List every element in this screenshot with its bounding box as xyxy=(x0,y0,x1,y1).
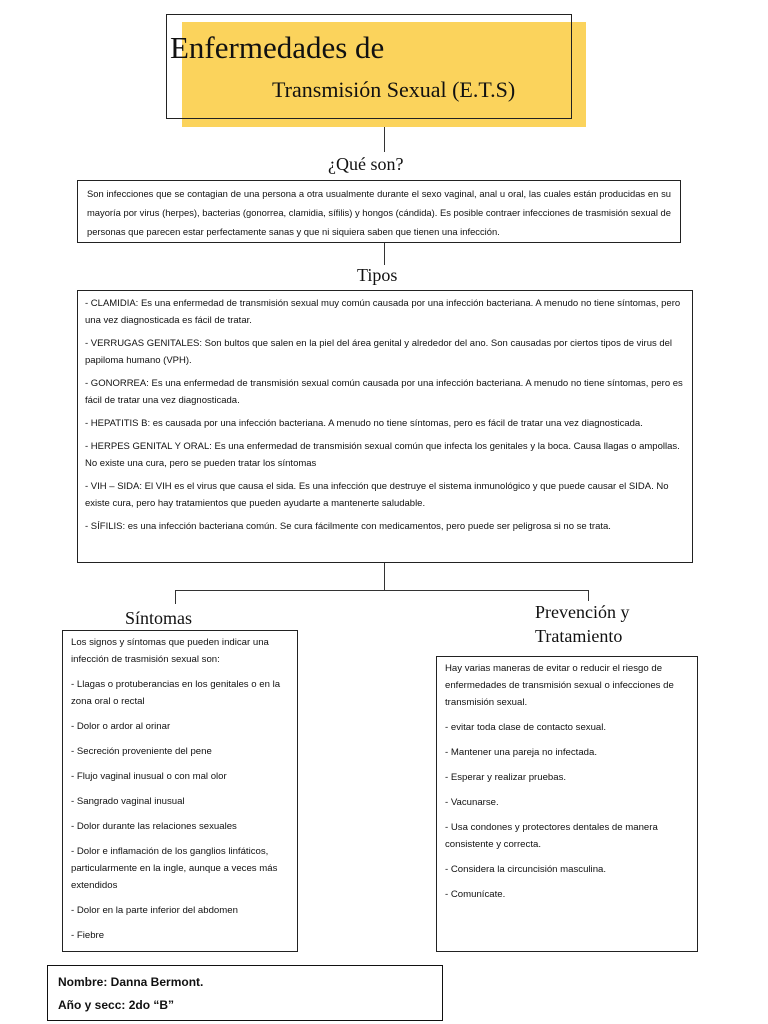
tipos-box xyxy=(77,290,693,563)
que-son-box xyxy=(77,180,681,243)
connector-line xyxy=(384,563,385,590)
author-name: Nombre: Danna Bermont. xyxy=(58,975,204,989)
prevencion-item: - Mantener una pareja no infectada. xyxy=(445,747,598,758)
tipo-item: - GONORREA: Es una enfermedad de transmisión sexual común causada por una infección bacteriana. A menudo no tiene síntomas, pero es fácil de tratar una vez diagnosticada. xyxy=(85,378,683,406)
que-son-heading: ¿Qué son? xyxy=(328,154,404,174)
prevencion-item: - Considera la circuncisión masculina. xyxy=(445,864,607,875)
tipo-item: - VERRUGAS GENITALES: Son bultos que salen en la piel del área genital y alrededor del ano. Son causadas por ciertos tipos de virus del papiloma humano (VPH). xyxy=(85,338,673,366)
prevencion-heading-line-1: Prevención y xyxy=(535,602,630,622)
tipos-heading: Tipos xyxy=(357,265,398,285)
prevencion-box xyxy=(436,656,698,952)
prevencion-heading-line-2: Tratamiento xyxy=(535,626,623,646)
tipo-item: - SÍFILIS: es una infección bacteriana común. Se cura fácilmente con medicamentos, pero puede ser peligrosa si no se trata. xyxy=(85,521,611,532)
prevencion-item: - Vacunarse. xyxy=(445,797,499,808)
sintoma-item: - Sangrado vaginal inusual xyxy=(71,796,185,807)
connector-line xyxy=(175,590,176,604)
sintoma-item: - Fiebre xyxy=(71,930,105,941)
prevencion-item: - Esperar y realizar pruebas. xyxy=(445,772,567,783)
branch-line xyxy=(175,590,589,591)
author-grade-section: Año y secc: 2do “B” xyxy=(58,998,175,1012)
connector-line xyxy=(384,243,385,265)
prevencion-item: Hay varias maneras de evitar o reducir el riesgo de enfermedades de transmisión sexual o infecciones de transmisión sexual. xyxy=(445,663,674,708)
tipo-item: - CLAMIDIA: Es una enfermedad de transmisión sexual muy común causada por una infección bacteriana. A menudo no tiene síntomas, pero una vez diagnosticada es fácil de tratar. xyxy=(85,298,681,326)
sintoma-item: - Secreción proveniente del pene xyxy=(71,746,212,757)
sintoma-item: - Llagas o protuberancias en los genitales o en la zona oral o rectal xyxy=(71,679,281,707)
sintomas-heading: Síntomas xyxy=(125,608,193,628)
tipo-item: - HERPES GENITAL Y ORAL: Es una enfermedad de transmisión sexual común que infecta los genitales y la boca. Causa llagas o ampollas. No existe una cura, pero se pueden tratar los síntomas xyxy=(85,441,680,469)
sintoma-item: - Dolor e inflamación de los ganglios linfáticos, particularmente en la ingle, aunque a veces más extendidos xyxy=(71,846,278,891)
connector-line xyxy=(588,590,589,601)
sintoma-item: Los signos y síntomas que pueden indicar una infección de trasmisión sexual son: xyxy=(71,637,269,665)
sintoma-item: - Flujo vaginal inusual o con mal olor xyxy=(71,771,227,782)
title-line-1: Enfermedades de xyxy=(170,30,385,65)
connector-line xyxy=(384,127,385,152)
prevencion-item: - evitar toda clase de contacto sexual. xyxy=(445,722,607,733)
author-box xyxy=(47,965,443,1021)
tipo-item: - VIH – SIDA: El VIH es el virus que causa el sida. Es una infección que destruye el sistema inmunológico y que puede causar el SIDA. No existe cura, pero hay tratamientos que pueden ayudarte a mantenerte saludable. xyxy=(85,481,669,509)
sintoma-item: - Dolor o ardor al orinar xyxy=(71,721,171,732)
title-line-2: Transmisión Sexual (E.T.S) xyxy=(272,77,516,102)
tipo-item: - HEPATITIS B: es causada por una infección bacteriana. A menudo no tiene síntomas, pero es fácil de tratar una vez diagnosticada. xyxy=(85,418,643,429)
sintoma-item: - Dolor en la parte inferior del abdomen xyxy=(71,905,238,916)
prevencion-item: - Usa condones y protectores dentales de manera consistente y correcta. xyxy=(445,822,658,850)
sintomas-box xyxy=(62,630,298,952)
prevencion-item: - Comunícate. xyxy=(445,889,506,900)
que-son-text: Son infecciones que se contagian de una persona a otra usualmente durante el sexo vaginal, anal u oral, las cuales están producidas en su mayoría por virus (herpes), bacterias (gonorrea, clamidia, sífilis) y hongos (cándida). Es posible contraer infecciones de trasmisión sexual de personas que parecen estar perfectamente sanas y que ni siquiera saben que tienen una infección. xyxy=(87,188,671,237)
sintoma-item: - Dolor durante las relaciones sexuales xyxy=(71,821,237,832)
